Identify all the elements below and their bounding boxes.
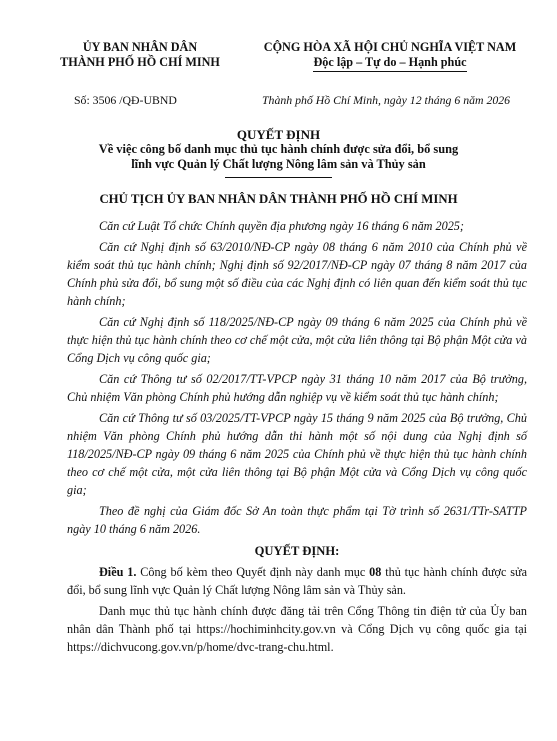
decision-heading: QUYẾT ĐỊNH: <box>254 544 340 558</box>
document-number: Số: 3506 /QĐ-UBND <box>74 93 177 107</box>
listing-note: Danh mục thủ tục hành chính được đăng tải trên Cổng Thông tin điện tử của Ủy ban nhân dân Thành phố tại https://hochiminhcity.gov.vn và Cổng Dịch vụ công quốc gia tại https://dichvucong.gov.vn/p/home/dvc-trang-chu.html. <box>67 604 527 654</box>
document-subject <box>60 142 497 172</box>
article-1 <box>67 563 527 599</box>
preamble-item: Căn cứ Luật Tổ chức Chính quyền địa phương ngày 16 tháng 6 năm 2025; <box>99 219 464 233</box>
country-name: CỘNG HÒA XÃ HỘI CHỦ NGHĨA VIỆT NAM <box>263 40 517 54</box>
document-body <box>67 217 527 656</box>
national-motto: Độc lập – Tự do – Hạnh phúc <box>313 55 466 72</box>
issuing-organization <box>40 40 240 70</box>
article-1-count: 08 <box>369 565 382 579</box>
org-line-2: THÀNH PHỐ HỒ CHÍ MINH <box>60 55 220 69</box>
subject-underline <box>225 177 332 178</box>
document-title: QUYẾT ĐỊNH <box>236 127 321 142</box>
article-1-label: Điều 1. <box>99 565 137 579</box>
preamble-item: Căn cứ Nghị định số 63/2010/NĐ-CP ngày 08 tháng 6 năm 2010 của Chính phủ về kiểm soát thủ tục hành chính; Nghị định số 92/2017/NĐ-CP ngày 07 tháng 8 năm 2017 của Chính phủ sửa đổi, bổ sung một số điều của các Nghị định có liên quan đến kiểm soát thủ tục hành chính; <box>67 240 527 308</box>
subject-line-1: Về việc công bố danh mục thủ tục hành chính được sửa đổi, bổ sung <box>98 142 459 156</box>
issuing-authority: CHỦ TỊCH ỦY BAN NHÂN DÂN THÀNH PHỐ HỒ CHÍ MINH <box>99 192 458 206</box>
subject-line-2: lĩnh vực Quản lý Chất lượng Nông lâm sản và Thủy sản <box>131 157 426 171</box>
article-1-text-before: Công bố kèm theo Quyết định này danh mục <box>136 565 370 579</box>
preamble-item: Căn cứ Thông tư số 03/2025/TT-VPCP ngày 15 tháng 9 năm 2025 của Bộ trưởng, Chủ nhiệm Văn phòng Chính phủ hướng dẫn thi hành một số nội dung của Nghị định số 118/2025/NĐ-CP ngày 09 tháng 6 năm 2025 của Chính phủ về thực hiện thủ tục hành chính theo cơ chế một cửa, một cửa liên thông tại Bộ phận Một cửa và Cổng Dịch vụ công quốc gia; <box>67 411 527 497</box>
preamble-item: Căn cứ Nghị định số 118/2025/NĐ-CP ngày 09 tháng 6 năm 2025 của Chính phủ về thực hiện thủ tục hành chính theo cơ chế một cửa, một cửa liên thông tại Bộ phận Một cửa và Cổng Dịch vụ công quốc gia; <box>67 315 527 365</box>
article-1-text-after: thủ tục hành chính được sửa đổi, bổ sung lĩnh vực Quản lý Chất lượng Nông lâm sản và Thủy sản. <box>67 565 528 597</box>
national-heading <box>240 40 540 72</box>
place-and-date: Thành phố Hồ Chí Minh, ngày 12 tháng 6 năm 2026 <box>262 93 511 107</box>
org-line-1: ỦY BAN NHÂN DÂN <box>82 40 198 54</box>
preamble-item: Theo đề nghị của Giám đốc Sở An toàn thực phẩm tại Tờ trình số 2631/TTr-SATTP ngày 10 tháng 6 năm 2026. <box>67 504 527 536</box>
preamble-item: Căn cứ Thông tư số 02/2017/TT-VPCP ngày 31 tháng 10 năm 2017 của Bộ trưởng, Chủ nhiệm Văn phòng Chính phủ hướng dẫn nghiệp vụ về kiểm soát thủ tục hành chính; <box>67 372 527 404</box>
